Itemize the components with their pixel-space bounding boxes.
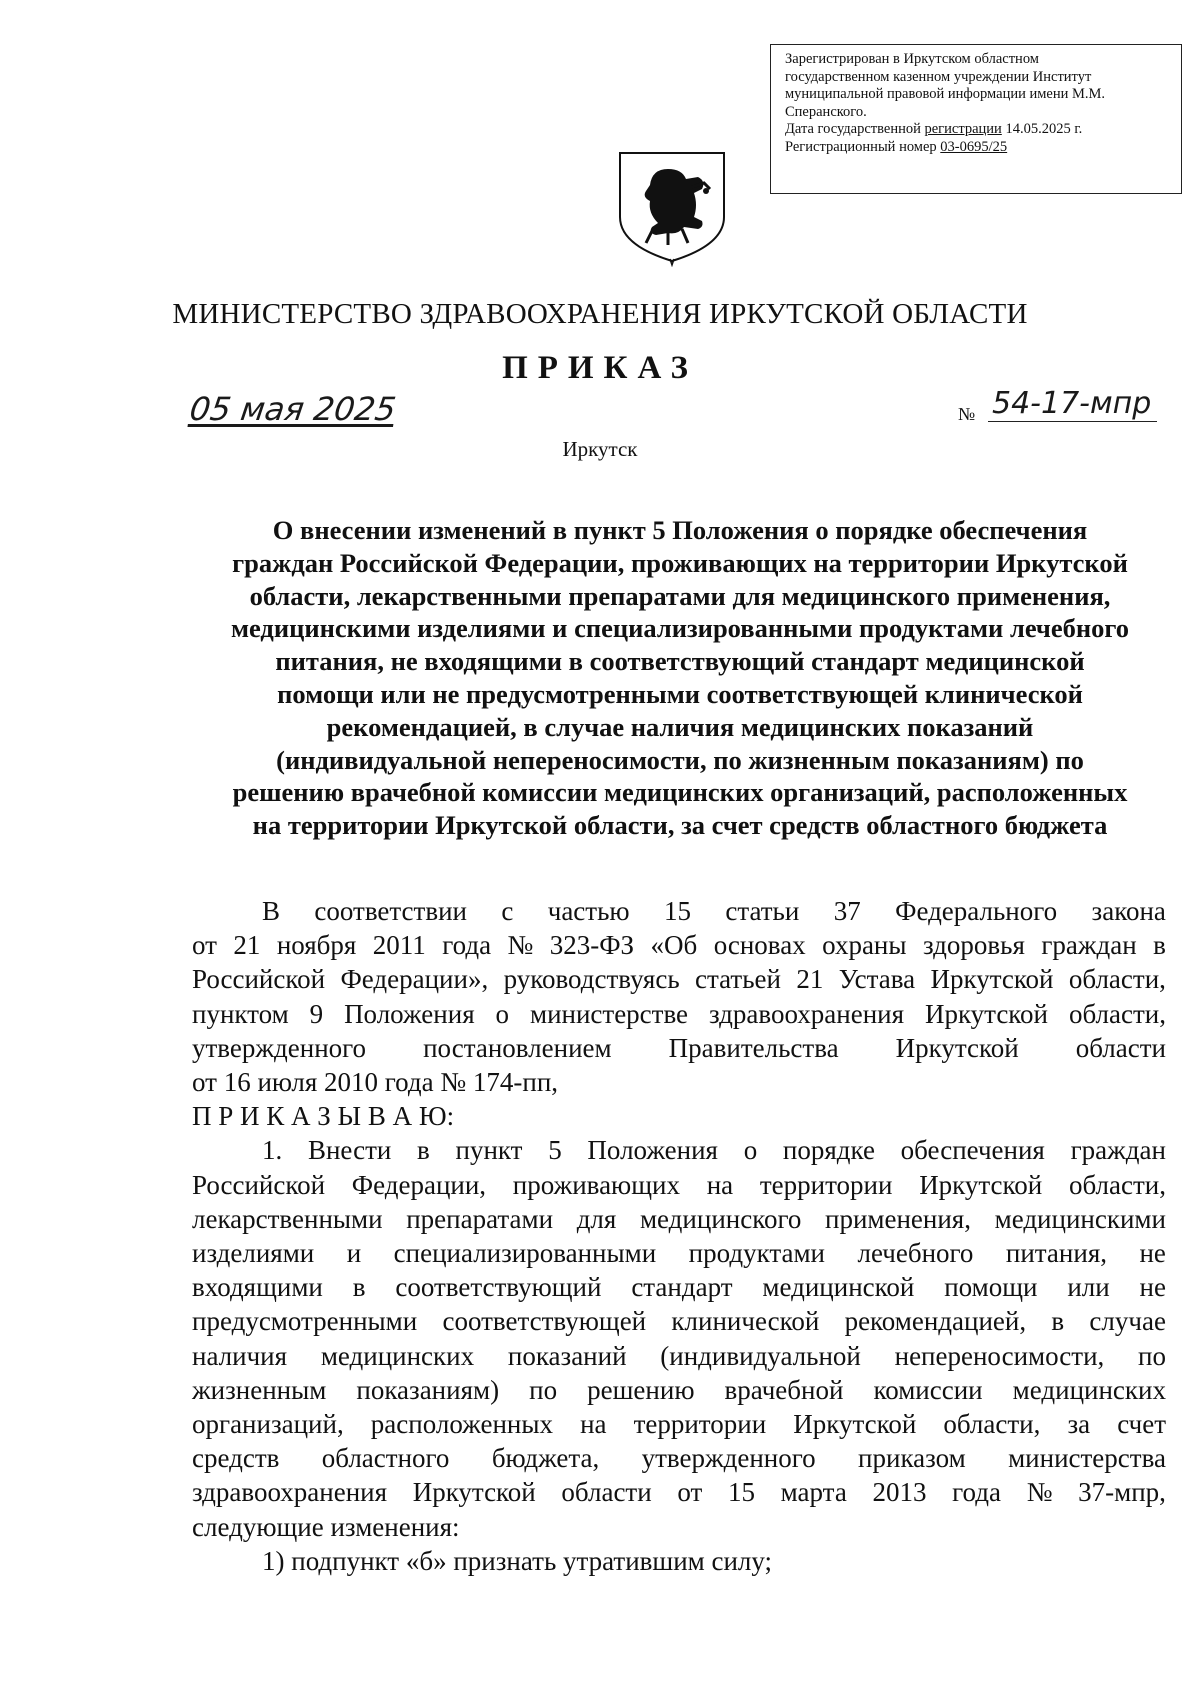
word: 21 <box>233 930 261 961</box>
stamp-registration-number <box>785 139 1173 157</box>
word: за <box>1067 1409 1091 1440</box>
word: медицинскими <box>994 1203 1166 1234</box>
word: постановлением <box>423 1032 612 1063</box>
order-body <box>192 894 1166 1578</box>
word: обеспечения <box>900 1135 1045 1166</box>
word: области, <box>1068 964 1166 995</box>
word: не <box>1139 1272 1166 1303</box>
stamp-line: муниципальной правовой информации имени М.М. <box>785 86 1106 103</box>
word: охраны <box>822 930 907 961</box>
word: в <box>417 1135 430 1166</box>
title-line: питания, не входящими в соответствующий стандарт медицинской <box>275 646 1085 677</box>
word: бюджета, <box>491 1443 600 1474</box>
body-line <box>192 1168 1166 1202</box>
word: или <box>1067 1272 1110 1303</box>
word: о <box>743 1135 758 1166</box>
word: на <box>580 1409 607 1440</box>
word: продуктами <box>688 1238 825 1269</box>
word: не <box>1139 1238 1166 1269</box>
word: изделиями <box>192 1238 315 1269</box>
word: 2011 <box>372 930 426 961</box>
title-line: помощи или не предусмотренными соответствующей клинической <box>277 678 1083 709</box>
word: ноября <box>276 930 357 961</box>
order-date-handwritten: 05 мая 2025 <box>187 390 399 428</box>
word: порядке <box>782 1135 875 1166</box>
title-line: граждан Российской Федерации, проживающих на территории Иркутской <box>232 547 1128 578</box>
word: министерстве <box>529 998 689 1029</box>
word: входящими <box>192 1272 323 1303</box>
word: статьей <box>695 964 781 995</box>
word: о <box>495 998 510 1029</box>
word: Федерального <box>895 896 1058 926</box>
word: министерства <box>1008 1443 1166 1474</box>
word: области <box>1075 1032 1166 1063</box>
word: организаций, <box>192 1409 344 1440</box>
word: граждан <box>1041 930 1137 961</box>
word: территории <box>759 1169 893 1200</box>
word: счет <box>1117 1409 1166 1440</box>
stamp-line: Зарегистрирован в Иркутском областном <box>785 51 1039 67</box>
body-line <box>192 1270 1166 1304</box>
body-line <box>192 928 1166 962</box>
word: частью <box>547 896 630 926</box>
word: Внести <box>307 1135 392 1166</box>
title-line: медицинскими изделиями и специализированными продуктами лечебного <box>230 613 1130 644</box>
body-line <box>192 1031 1166 1065</box>
word: питания, <box>1005 1238 1107 1269</box>
word: случае <box>1089 1306 1166 1337</box>
word: и <box>346 1238 362 1269</box>
word: Федерации, <box>351 1169 487 1200</box>
document-type: ПРИКАЗ <box>502 350 698 386</box>
body-line <box>192 894 1166 928</box>
city: Иркутск <box>562 437 638 461</box>
word: Российской <box>192 1169 326 1200</box>
title-line: рекомендацией, в случае наличия медицинских показаний <box>326 711 1034 742</box>
word: (индивидуальной <box>660 1340 861 1371</box>
word: 2013 <box>872 1477 927 1508</box>
word: применения, <box>825 1203 971 1234</box>
order-number-handwritten: 54-17-мпр <box>988 386 1157 422</box>
word: расположенных <box>370 1409 553 1440</box>
word: 21 <box>796 964 824 995</box>
word: области, <box>1068 1169 1166 1200</box>
word: года <box>952 1477 1002 1508</box>
body-line <box>192 1407 1166 1441</box>
word: от <box>677 1477 703 1508</box>
word: лекарственными <box>192 1203 383 1234</box>
word: 1. <box>262 1135 283 1166</box>
stamp-reg-label: Регистрационный номер <box>785 138 937 155</box>
order-title <box>190 514 1170 842</box>
word: здравоохранения <box>192 1477 388 1508</box>
word: № <box>507 930 534 961</box>
stamp-line: Сперанского. <box>785 103 867 120</box>
word: от <box>192 930 217 961</box>
stamp-date-value: 14.05.2025 г. <box>1005 121 1083 138</box>
word: комиссии <box>873 1374 983 1405</box>
word: Положения <box>344 998 475 1029</box>
word: стандарт <box>631 1272 733 1303</box>
word: № <box>1026 1477 1053 1508</box>
word: 9 <box>309 998 324 1029</box>
word: показаний <box>507 1340 627 1371</box>
word: областного <box>321 1443 450 1474</box>
stamp-line: государственном казенном учреждении Институт <box>785 68 1092 85</box>
word: Иркутской <box>793 1409 917 1440</box>
stamp-date-label-underlined: регистрации <box>924 121 1002 138</box>
word: Положения <box>587 1135 718 1166</box>
body-line <box>192 1441 1166 1475</box>
word: предусмотренными <box>192 1306 418 1337</box>
title-line: (индивидуальной непереносимости, по жизненным показаниям) по <box>276 744 1084 775</box>
word: 37 <box>833 896 861 926</box>
word: пунктом <box>192 998 289 1029</box>
word: соответствующей <box>442 1306 647 1337</box>
word: приказом <box>858 1443 966 1474</box>
title-line: области, лекарственными препаратами для медицинского применения, <box>249 580 1111 611</box>
word: клинической <box>671 1306 820 1337</box>
word: области <box>561 1477 652 1508</box>
word: 37-мпр, <box>1078 1477 1166 1508</box>
word: жизненным <box>192 1374 327 1405</box>
word: показаниям) <box>356 1374 500 1405</box>
number-sign: № <box>958 404 976 424</box>
stamp-date-label: Дата государственной <box>785 121 921 138</box>
body-line <box>192 962 1166 996</box>
word: Иркутской <box>412 1477 536 1508</box>
word: Иркутской <box>924 998 1048 1029</box>
word: по <box>1138 1340 1166 1371</box>
word: года <box>442 930 492 961</box>
word: рекомендацией, <box>844 1306 1027 1337</box>
word: Иркутской <box>895 1032 1019 1063</box>
word: Иркутской <box>919 1169 1043 1200</box>
body-line <box>192 1339 1166 1373</box>
word: закона <box>1091 896 1166 926</box>
word: помощи <box>944 1272 1038 1303</box>
body-line <box>192 1304 1166 1338</box>
body-line: от 16 июля 2010 года № 174-пп, <box>192 1067 559 1098</box>
word: области, <box>1068 998 1166 1029</box>
word: лечебного <box>857 1238 974 1269</box>
word: препаратами <box>406 1203 554 1234</box>
title-line: О внесении изменений в пункт 5 Положения о порядке обеспечения <box>272 515 1088 545</box>
body-line <box>192 1202 1166 1236</box>
registration-stamp <box>770 44 1182 194</box>
word: марта <box>780 1477 847 1508</box>
word: с <box>501 896 514 926</box>
word: Устава <box>838 964 916 995</box>
word: Российской <box>192 964 326 995</box>
word: граждан <box>1070 1135 1166 1166</box>
stamp-registration-date <box>785 121 1173 139</box>
order-word: П Р И К А З Ы В А Ю: <box>192 1101 455 1132</box>
word: для <box>576 1203 617 1234</box>
word: основах <box>713 930 806 961</box>
word: врачебной <box>724 1374 844 1405</box>
word: здоровья <box>922 930 1025 961</box>
word: медицинских <box>1012 1374 1166 1405</box>
word: пункт <box>455 1135 523 1166</box>
stamp-reg-number: 03-0695/25 <box>940 138 1008 155</box>
word: медицинских <box>320 1340 475 1371</box>
word: «Об <box>650 930 698 961</box>
word: средств <box>192 1443 280 1474</box>
body-line <box>192 997 1166 1031</box>
body-line <box>192 1133 1166 1167</box>
word: в <box>1051 1306 1065 1337</box>
word: соответствии <box>314 896 467 926</box>
word: Федерации», <box>340 964 489 995</box>
word: 15 <box>663 896 691 926</box>
title-line: решению врачебной комиссии медицинских организаций, расположенных <box>232 777 1128 808</box>
word: области, <box>943 1409 1041 1440</box>
word: по <box>529 1374 558 1405</box>
title-line: на территории Иркутской области, за счет средств областного бюджета <box>252 810 1108 841</box>
word: в <box>352 1272 366 1303</box>
word: В <box>262 896 281 926</box>
word: утвержденного <box>641 1443 816 1474</box>
word: Иркутской <box>930 964 1054 995</box>
ministry-name: МИНИСТЕРСТВО ЗДРАВООХРАНЕНИЯ ИРКУТСКОЙ ОБЛАСТИ <box>172 298 1028 330</box>
word: соответствующий <box>395 1272 602 1303</box>
word: 15 <box>727 1477 755 1508</box>
body-line <box>192 1373 1166 1407</box>
word: медицинского <box>639 1203 802 1234</box>
coat-of-arms-icon <box>612 147 732 267</box>
word: 5 <box>548 1135 562 1166</box>
word: утвержденного <box>192 1032 367 1063</box>
word: статьи <box>725 896 800 926</box>
word: решению <box>587 1374 695 1405</box>
word: проживающих <box>512 1169 680 1200</box>
word: непереносимости, <box>894 1340 1105 1371</box>
word: здравоохранения <box>708 998 905 1029</box>
word: в <box>1153 930 1166 961</box>
list-item: 1) подпункт «б» признать утратившим силу; <box>262 1545 773 1576</box>
word: медицинской <box>762 1272 915 1303</box>
body-line <box>192 1236 1166 1270</box>
word: на <box>706 1169 734 1200</box>
body-line <box>192 1475 1166 1509</box>
word: 323-ФЗ <box>549 930 635 961</box>
body-line: следующие изменения: <box>192 1511 460 1542</box>
word: руководствуясь <box>503 964 680 995</box>
word: наличия <box>192 1340 288 1371</box>
word: специализированными <box>393 1238 657 1269</box>
word: территории <box>633 1409 767 1440</box>
word: Правительства <box>668 1032 839 1063</box>
